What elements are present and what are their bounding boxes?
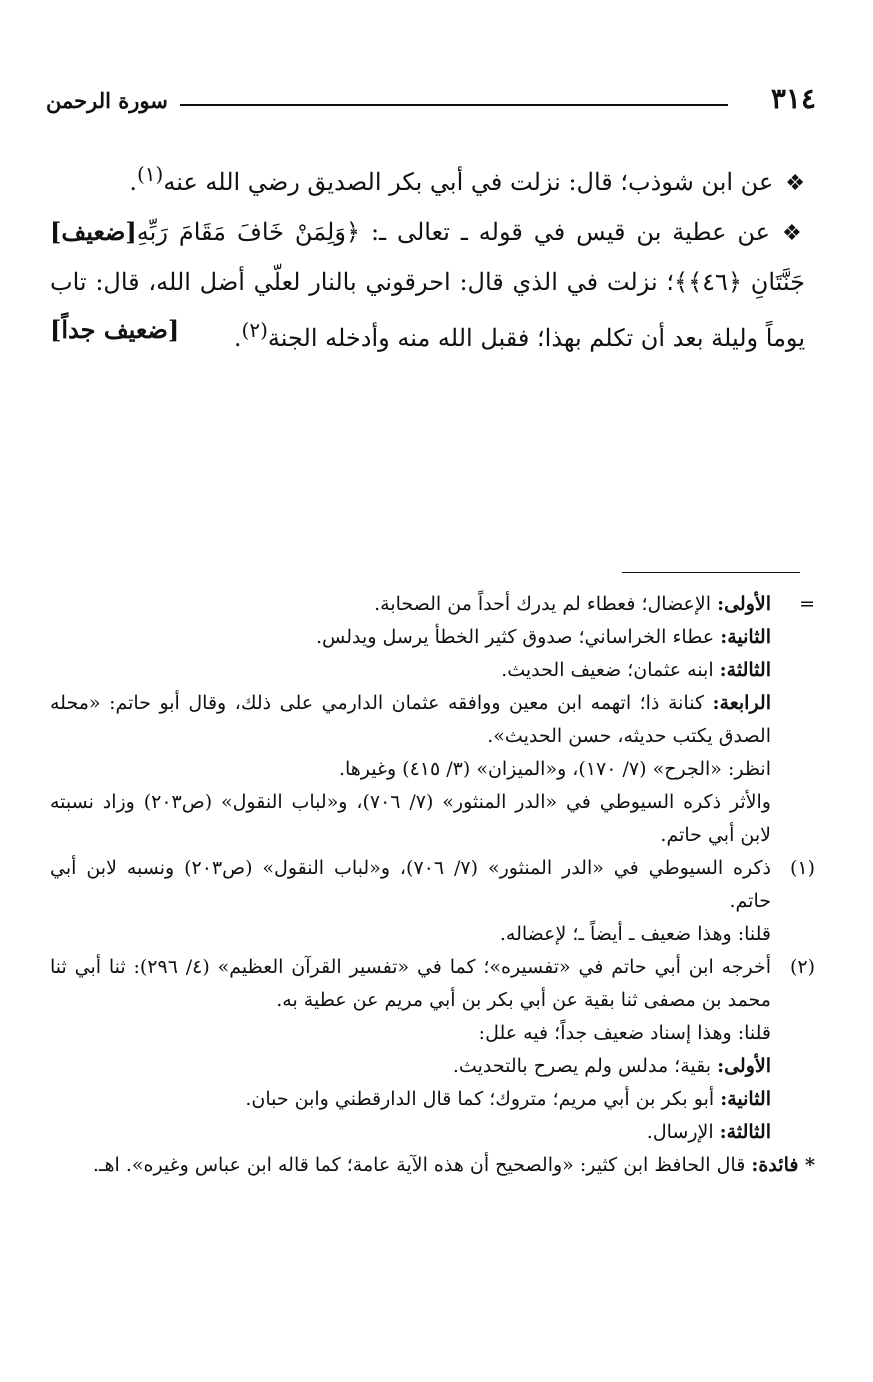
cont-item-label: الرابعة: [712,692,771,714]
cont-item [50,588,771,621]
cont-athar: والأثر ذكره السيوطي في «الدر المنثور» (٧/ ٧٠٦)، و«لباب النقول» (ص٢٠٣) وزاد نسبته لابن أبي حاتم. [50,791,771,846]
footnote-ref-2: (٢) [241,318,268,342]
defect-item [50,1116,771,1149]
footnote-2-text: أخرجه ابن أبي حاتم في «تفسيره»؛ كما في «تفسير القرآن العظيم» (٤/ ٢٩٦): ثنا أبي ثنا محمد بن مصفى ثنا بقية عن أبي بكر بن أبي مريم عن عطية به. [50,956,771,1011]
defect-label: الأولى: [717,1055,771,1077]
benefit-text: قال الحافظ ابن كثير: «والصحيح أن هذه الآية عامة؛ كما قاله ابن عباس وغيره». اهـ. [92,1154,752,1176]
sura-title: سورة الرحمن [46,88,168,113]
defect-text: بقية؛ مدلس ولم يصرح بالتحديث. [452,1055,718,1077]
footnote-1-mark: (١) [789,857,815,879]
benefit-note [50,1149,815,1182]
diamond-bullet-icon: ❖ [781,221,805,246]
narration-1-text: عن ابن شوذب؛ قال: نزلت في أبي بكر الصديق رضي الله عنه [163,168,774,196]
defect-item [50,1083,771,1116]
cont-reference: انظر: «الجرح» (٧/ ١٧٠)، و«الميزان» (٣/ ٤١٥) وغيرها. [338,758,771,780]
page-number: ٣١٤ [770,82,816,115]
cont-item-label: الثانية: [720,626,771,648]
main-text [50,150,805,362]
defect-label: الثانية: [720,1088,771,1110]
footnote-continuation [50,588,815,852]
cont-item-text: عطاء الخراساني؛ صدوق كثير الخطأ يرسل ويدلس. [316,626,721,648]
cont-item [50,687,771,753]
footnote-1-note: قلنا: وهذا ضعيف ـ أيضاً ـ؛ لإعضاله. [499,923,771,945]
page-header [46,82,816,122]
footnote-2-note: قلنا: وهذا إسناد ضعيف جداً؛ فيه علل: [478,1022,771,1044]
grade-weak: [ضعيف] [50,217,137,246]
defect-text: أبو بكر بن أبي مريم؛ متروك؛ كما قال الدارقطني وابن حبان. [245,1088,721,1110]
continuation-mark: = [799,593,815,615]
cont-item-label: الأولى: [717,593,771,615]
narration-2 [50,208,805,362]
footnote-separator [622,572,800,573]
footnote-2 [50,951,815,1149]
cont-item [50,621,771,654]
footnote-1-text: ذكره السيوطي في «الدر المنثور» (٧/ ٧٠٦)، و«لباب النقول» (ص٢٠٣) ونسبه لابن أبي حاتم. [50,857,772,912]
footnote-ref-1: (١) [136,162,164,186]
narration-2-text: عن عطية بن قيس في قوله ـ تعالى ـ: ﴿وَلِمَنْ خَافَ مَقَامَ رَبِّهِ جَنَّتَانِ ﴿٤٦﴾﴾؛ نزلت في الذي قال: احرقوني بالنار لعلّي أضل الله، قال: تاب يوماً وليلة بعد أن تكلم بهذا؛ فقبل الله منه وأدخله الجنة [50,218,806,352]
cont-item-text: الإعضال؛ فعطاء لم يدرك أحداً من الصحابة. [374,593,718,615]
cont-item-label: الثالثة: [719,659,771,681]
narration-1 [50,150,805,246]
defect-text: الإرسال. [646,1121,720,1143]
grade-very-weak: [ضعيف جداً] [50,315,180,344]
defect-label: الثالثة: [719,1121,771,1143]
footnote-1 [50,852,815,951]
cont-item-text: ابنه عثمان؛ ضعيف الحديث. [501,659,720,681]
footnotes [50,588,815,1182]
footnote-2-mark: (٢) [789,956,815,978]
diamond-bullet-icon: ❖ [785,171,805,196]
defect-item [50,1050,771,1083]
header-rule [180,104,728,106]
cont-item-text: كنانة ذا؛ اتهمه ابن معين ووافقه عثمان الدارمي على ذلك، وقال أبو حاتم: «محله الصدق يكتب حديثه، حسن الحديث». [50,692,771,747]
narration-2-end: . [233,324,242,352]
narration-1-end: . [129,168,137,196]
benefit-label: * فائدة: [751,1154,815,1176]
cont-item [50,654,771,687]
